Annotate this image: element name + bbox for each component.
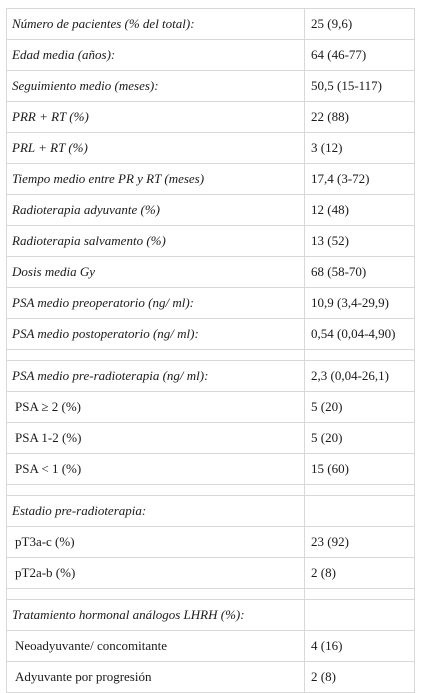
row-value: 68 (58-70) bbox=[305, 257, 415, 288]
row-label: Tiempo medio entre PR y RT (meses) bbox=[7, 164, 305, 195]
row-label: Adyuvante por progresión bbox=[7, 662, 305, 693]
row-value: 2 (8) bbox=[305, 558, 415, 589]
table-row bbox=[7, 496, 415, 527]
row-value: 5 (20) bbox=[305, 392, 415, 423]
row-value: 2 (8) bbox=[305, 662, 415, 693]
table-row bbox=[7, 662, 415, 693]
row-value: 13 (52) bbox=[305, 226, 415, 257]
row-value: 4 (16) bbox=[305, 631, 415, 662]
table-row bbox=[7, 527, 415, 558]
table-spacer-row bbox=[7, 350, 415, 361]
table-row bbox=[7, 600, 415, 631]
row-value: 2,3 (0,04-26,1) bbox=[305, 361, 415, 392]
row-value: 25 (9,6) bbox=[305, 9, 415, 40]
row-label: pT2a-b (%) bbox=[7, 558, 305, 589]
table-row bbox=[7, 164, 415, 195]
row-value: 50,5 (15-117) bbox=[305, 71, 415, 102]
table-row bbox=[7, 133, 415, 164]
row-value bbox=[305, 496, 415, 527]
table-row bbox=[7, 9, 415, 40]
row-value: 12 (48) bbox=[305, 195, 415, 226]
row-value: 64 (46-77) bbox=[305, 40, 415, 71]
row-value: 23 (92) bbox=[305, 527, 415, 558]
row-value: 15 (60) bbox=[305, 454, 415, 485]
row-value bbox=[305, 600, 415, 631]
row-label: PSA < 1 (%) bbox=[7, 454, 305, 485]
row-label: Radioterapia adyuvante (%) bbox=[7, 195, 305, 226]
table-row bbox=[7, 631, 415, 662]
patient-characteristics-table bbox=[6, 8, 415, 693]
table-row bbox=[7, 257, 415, 288]
row-label: Radioterapia salvamento (%) bbox=[7, 226, 305, 257]
row-label: PSA medio preoperatorio (ng/ ml): bbox=[7, 288, 305, 319]
row-value: 0,54 (0,04-4,90) bbox=[305, 319, 415, 350]
table-row bbox=[7, 454, 415, 485]
row-label: pT3a-c (%) bbox=[7, 527, 305, 558]
table-row bbox=[7, 195, 415, 226]
table-row bbox=[7, 361, 415, 392]
row-label: PSA medio pre-radioterapia (ng/ ml): bbox=[7, 361, 305, 392]
row-label: Edad media (años): bbox=[7, 40, 305, 71]
row-value: 5 (20) bbox=[305, 423, 415, 454]
spacer-cell bbox=[305, 589, 415, 600]
spacer-cell bbox=[7, 589, 305, 600]
row-value: 10,9 (3,4-29,9) bbox=[305, 288, 415, 319]
table-row bbox=[7, 226, 415, 257]
row-value: 22 (88) bbox=[305, 102, 415, 133]
row-value: 17,4 (3-72) bbox=[305, 164, 415, 195]
patient-characteristics-table-container bbox=[6, 8, 414, 693]
table-row bbox=[7, 558, 415, 589]
row-label: PSA ≥ 2 (%) bbox=[7, 392, 305, 423]
spacer-cell bbox=[305, 485, 415, 496]
row-label: Seguimiento medio (meses): bbox=[7, 71, 305, 102]
spacer-cell bbox=[7, 485, 305, 496]
row-label: Número de pacientes (% del total): bbox=[7, 9, 305, 40]
table-spacer-row bbox=[7, 589, 415, 600]
table-row bbox=[7, 392, 415, 423]
row-label: PSA medio postoperatorio (ng/ ml): bbox=[7, 319, 305, 350]
table-spacer-row bbox=[7, 485, 415, 496]
table-row bbox=[7, 288, 415, 319]
row-label: PSA 1-2 (%) bbox=[7, 423, 305, 454]
row-label: Neoadyuvante/ concomitante bbox=[7, 631, 305, 662]
table-row bbox=[7, 40, 415, 71]
table-body bbox=[7, 9, 415, 693]
spacer-cell bbox=[305, 350, 415, 361]
spacer-cell bbox=[7, 350, 305, 361]
table-row bbox=[7, 71, 415, 102]
row-label: PRR + RT (%) bbox=[7, 102, 305, 133]
table-row bbox=[7, 319, 415, 350]
row-value: 3 (12) bbox=[305, 133, 415, 164]
row-label: Dosis media Gy bbox=[7, 257, 305, 288]
row-label: Estadio pre-radioterapia: bbox=[7, 496, 305, 527]
table-row bbox=[7, 423, 415, 454]
row-label: Tratamiento hormonal análogos LHRH (%): bbox=[7, 600, 305, 631]
row-label: PRL + RT (%) bbox=[7, 133, 305, 164]
table-row bbox=[7, 102, 415, 133]
